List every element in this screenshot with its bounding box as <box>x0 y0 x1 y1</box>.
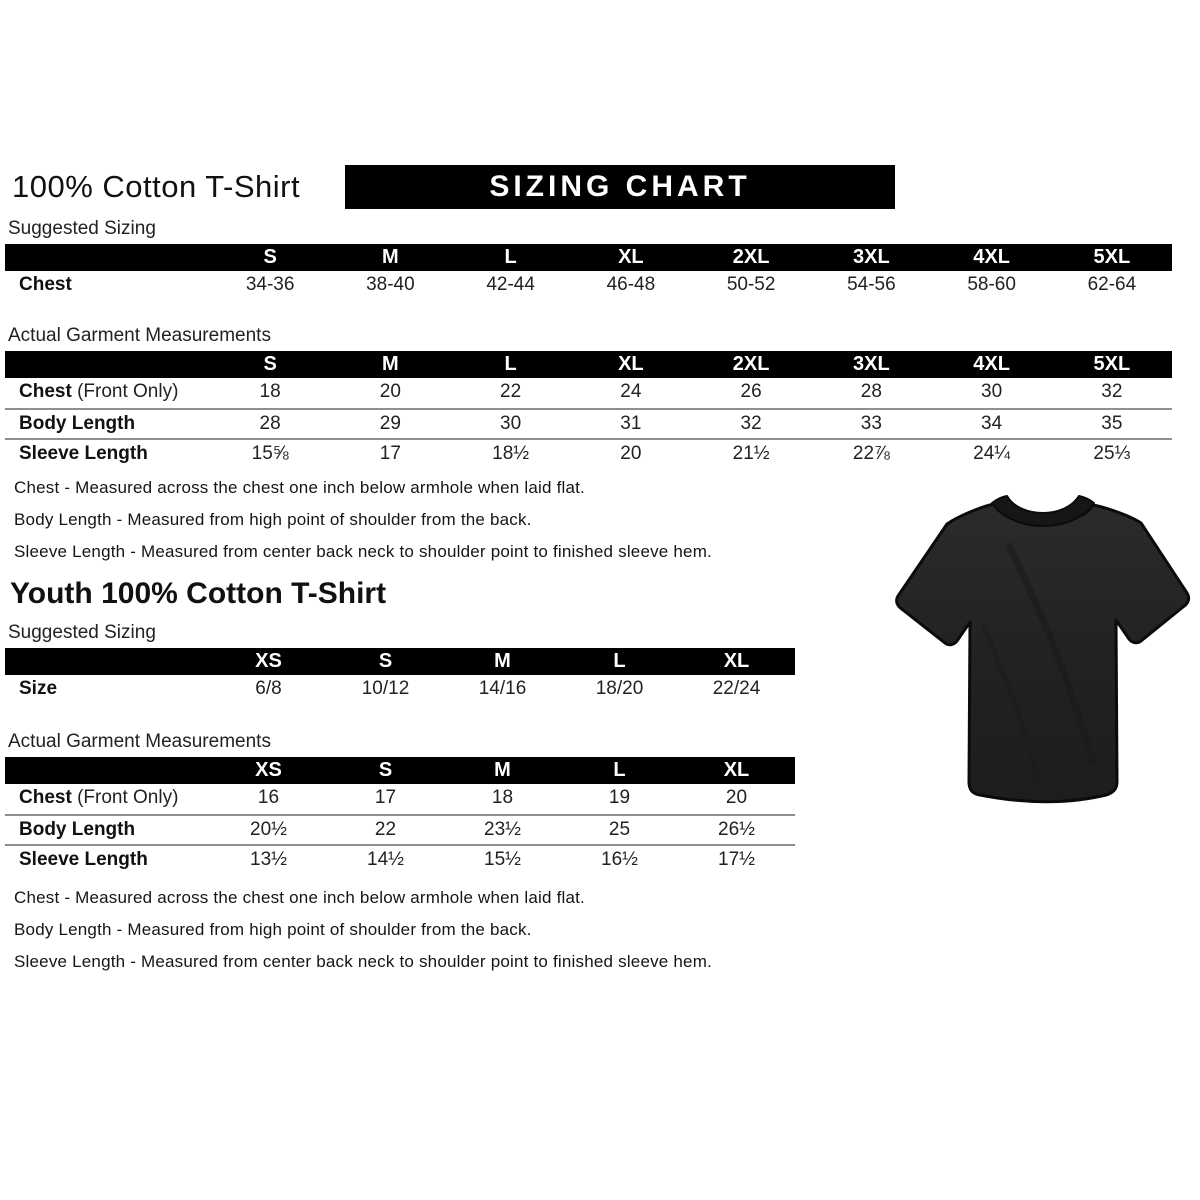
row-label <box>5 440 210 468</box>
table-cell: 19 <box>608 787 631 808</box>
table-cell: 24¼ <box>973 443 1011 464</box>
column-header: XS <box>255 650 282 672</box>
column-header: M <box>494 759 511 781</box>
row-label-text: Chest <box>19 381 72 402</box>
adult-garment-header-row <box>5 351 1172 378</box>
column-header: XL <box>723 650 750 672</box>
note-sleeve-length: Sleeve Length - Measured from center back neck to shoulder point to finished sleeve hem. <box>14 542 712 561</box>
table-cell: 18/20 <box>595 678 644 699</box>
table-cell: 34-36 <box>245 274 295 295</box>
row-label-text: Body Length <box>19 819 136 840</box>
table-cell: 15½ <box>484 849 521 870</box>
row-label-text: Size <box>19 678 58 699</box>
column-header: S <box>263 246 277 268</box>
youth-measurement-notes <box>14 888 1200 972</box>
header-spacer-cell <box>5 648 210 675</box>
table-cell: 32 <box>740 413 762 434</box>
table-row <box>5 784 795 814</box>
table-cell: 6/8 <box>255 678 282 699</box>
column-header: 5XL <box>1093 246 1131 268</box>
table-cell: 30 <box>981 381 1003 402</box>
table-cell: 38-40 <box>366 274 415 295</box>
table-row <box>5 814 795 844</box>
table-row <box>5 675 795 705</box>
row-label-text: Sleeve Length <box>19 849 148 870</box>
table-cell: 20 <box>725 787 748 808</box>
column-header: L <box>613 650 626 672</box>
table-cell: 14/16 <box>478 678 527 699</box>
note-sleeve-length: Sleeve Length - Measured from center back neck to shoulder point to finished sleeve hem. <box>14 952 712 971</box>
table-cell: 33 <box>860 413 882 434</box>
row-label-text: Body Length <box>19 413 136 434</box>
table-cell: 34 <box>981 413 1003 434</box>
row-label-text: Chest <box>19 274 72 295</box>
table-cell: 20 <box>620 443 642 464</box>
adult-suggested-sizing-table <box>5 244 1172 301</box>
row-label-text: Chest <box>19 787 72 808</box>
column-header: S <box>378 650 393 672</box>
note-body-length: Body Length - Measured from high point of shoulder from the back. <box>14 920 532 939</box>
table-cell: 58-60 <box>967 274 1016 295</box>
table-cell: 20 <box>379 381 401 402</box>
table-row <box>5 271 1172 301</box>
table-cell: 28 <box>860 381 882 402</box>
table-cell: 13½ <box>250 849 287 870</box>
row-label <box>5 378 210 408</box>
table-row <box>5 408 1172 438</box>
table-row <box>5 378 1172 408</box>
table-cell: 15⅝ <box>251 443 289 464</box>
youth-suggested-sizing-table <box>5 648 795 705</box>
table-cell: 35 <box>1101 413 1123 434</box>
tshirt-body-shape <box>897 504 1189 802</box>
column-header: 2XL <box>732 246 770 268</box>
column-header: 4XL <box>973 246 1010 268</box>
row-label <box>5 846 210 874</box>
table-cell: 14½ <box>367 849 404 870</box>
youth-section-title: Youth 100% Cotton T-Shirt <box>10 577 387 610</box>
column-header: M <box>494 650 511 672</box>
table-cell: 62-64 <box>1087 274 1137 295</box>
note-body-length: Body Length - Measured from high point of shoulder from the back. <box>14 510 532 529</box>
table-cell: 25⅓ <box>1093 443 1131 464</box>
table-row <box>5 438 1172 468</box>
table-cell: 25 <box>608 819 631 840</box>
table-cell: 23½ <box>484 819 521 840</box>
table-row <box>5 844 795 874</box>
table-cell: 28 <box>259 413 281 434</box>
note-chest: Chest - Measured across the chest one inch below armhole when laid flat. <box>14 888 585 907</box>
column-header: XL <box>618 353 644 375</box>
column-header: M <box>382 353 399 375</box>
column-header: 4XL <box>973 353 1010 375</box>
adult-garment-measurements-label: Actual Garment Measurements <box>8 325 271 346</box>
row-label-text: Sleeve Length <box>19 443 148 464</box>
row-label-suffix: (Front Only) <box>71 381 179 402</box>
youth-garment-measurements-label: Actual Garment Measurements <box>8 731 271 752</box>
table-cell: 22/24 <box>712 678 761 699</box>
adult-suggested-header-row <box>5 244 1172 271</box>
table-cell: 54-56 <box>847 274 896 295</box>
table-cell: 50-52 <box>726 274 776 295</box>
table-cell: 32 <box>1101 381 1123 402</box>
youth-suggested-header-row <box>5 648 795 675</box>
column-header: XL <box>618 246 644 268</box>
table-cell: 26½ <box>718 819 755 840</box>
table-cell: 22 <box>500 381 522 402</box>
column-header: L <box>504 353 517 375</box>
table-cell: 17 <box>379 443 401 464</box>
page-header <box>12 164 1200 210</box>
note-chest: Chest - Measured across the chest one inch below armhole when laid flat. <box>14 478 585 497</box>
column-header: L <box>613 759 626 781</box>
table-cell: 18 <box>259 381 281 402</box>
youth-garment-header-row <box>5 757 795 784</box>
table-cell: 22 <box>374 819 397 840</box>
table-cell: 16 <box>257 787 280 808</box>
table-cell: 17½ <box>718 849 755 870</box>
table-cell: 17 <box>374 787 397 808</box>
row-label <box>5 271 210 301</box>
table-cell: 24 <box>620 381 642 402</box>
black-tshirt-image <box>888 484 1198 818</box>
table-cell: 20½ <box>250 819 287 840</box>
table-cell: 42-44 <box>486 274 535 295</box>
column-header: 5XL <box>1093 353 1131 375</box>
column-header: 2XL <box>732 353 770 375</box>
table-cell: 30 <box>500 413 522 434</box>
page-title: 100% Cotton T-Shirt <box>12 169 301 204</box>
adult-suggested-sizing-label: Suggested Sizing <box>8 218 156 239</box>
table-cell: 16½ <box>601 849 638 870</box>
table-cell: 18 <box>491 787 514 808</box>
row-label-suffix: (Front Only) <box>71 787 179 808</box>
table-cell: 10/12 <box>361 678 410 699</box>
row-label <box>5 675 210 705</box>
table-cell: 29 <box>379 413 401 434</box>
header-spacer-cell <box>5 351 210 378</box>
table-cell: 46-48 <box>606 274 656 295</box>
adult-garment-measurements-table <box>5 351 1172 468</box>
row-label <box>5 784 210 814</box>
table-cell: 26 <box>740 381 762 402</box>
column-header: XL <box>723 759 750 781</box>
table-cell: 22⅞ <box>852 443 890 464</box>
youth-garment-measurements-table <box>5 757 795 874</box>
table-cell: 18½ <box>492 443 530 464</box>
column-header: S <box>263 353 277 375</box>
column-header: 3XL <box>853 246 890 268</box>
column-header: XS <box>255 759 282 781</box>
column-header: M <box>382 246 399 268</box>
row-label <box>5 816 210 844</box>
header-spacer-cell <box>5 244 210 271</box>
column-header: 3XL <box>853 353 890 375</box>
header-spacer-cell <box>5 757 210 784</box>
youth-suggested-sizing-label: Suggested Sizing <box>8 622 156 643</box>
table-cell: 21½ <box>732 443 770 464</box>
column-header: L <box>504 246 517 268</box>
column-header: S <box>378 759 393 781</box>
row-label <box>5 410 210 438</box>
sizing-chart-banner: SIZING CHART <box>345 165 895 209</box>
table-cell: 31 <box>620 413 642 434</box>
